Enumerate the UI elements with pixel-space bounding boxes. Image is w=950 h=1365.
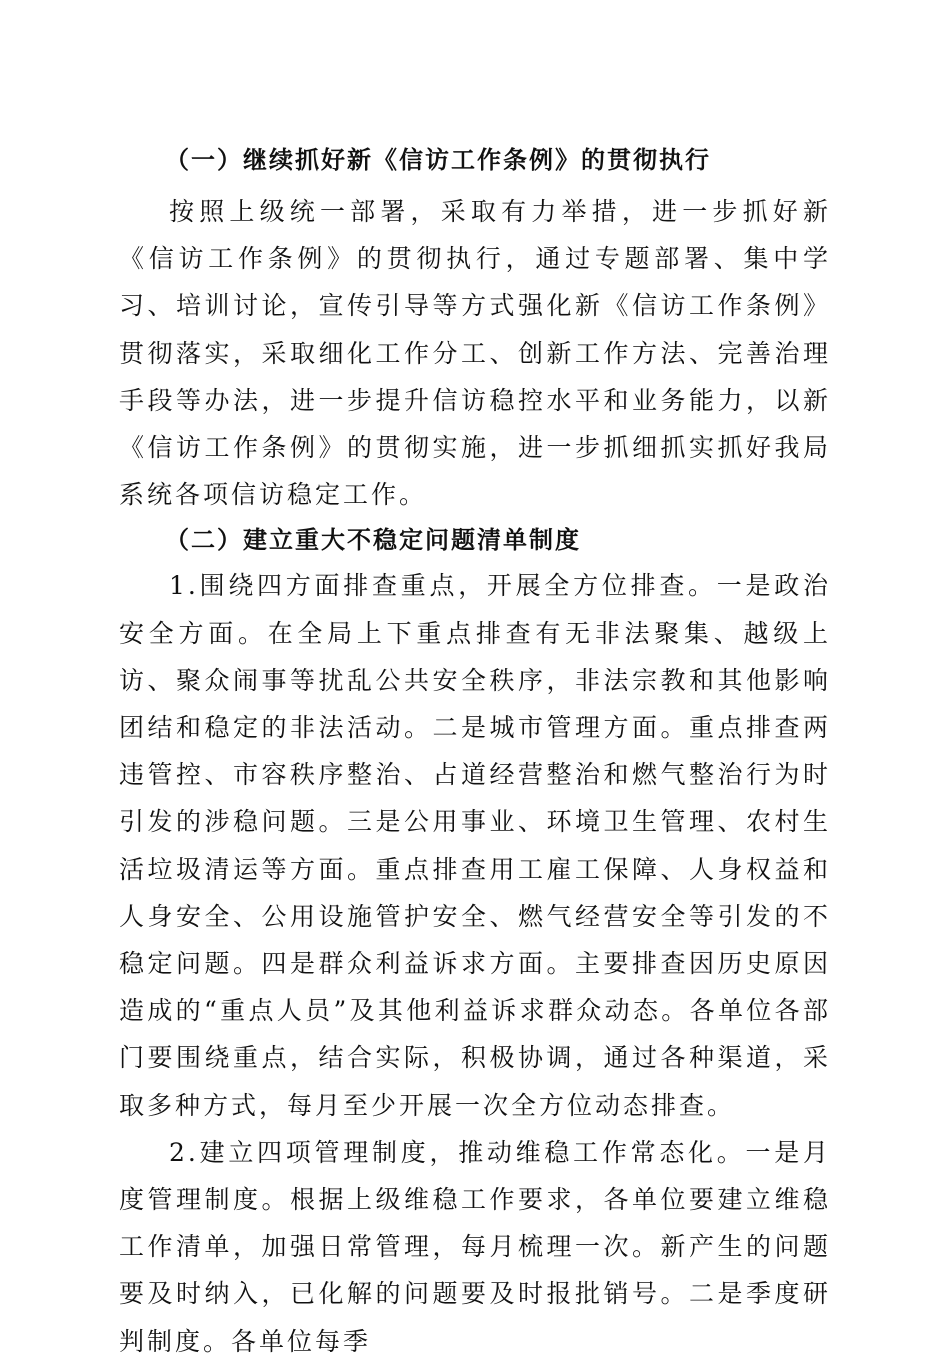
document-body (119, 140, 831, 1365)
paragraph-3: 2.建立四项管理制度，推动维稳工作常态化。一是月度管理制度。根据上级维稳工作要求，各单位要建立维稳工作清单，加强日常管理，每月梳理一次。新产生的问题要及时纳入，已化解的问题要及时报批销号。二是季度研判制度。各单位每季 (119, 1137, 831, 1356)
paragraph-2: 1.围绕四方面排查重点，开展全方位排查。一是政治安全方面。在全局上下重点排查有无非法聚集、越级上访、聚众闹事等扰乱公共安全秩序，非法宗教和其他影响团结和稳定的非法活动。二是城市管理方面。重点排查两违管控、市容秩序整治、占道经营整治和燃气整治行为时引发的涉稳问题。三是公用事业、环境卫生管理、农村生活垃圾清运等方面。重点排查用工雇工保障、人身权益和人身安全、公用设施管护安全、燃气经营安全等引发的不稳定问题。四是群众利益诉求方面。主要排查因历史原因造成的“重点人员”及其他利益诉求群众动态。各单位各部门要围绕重点，结合实际，积极协调，通过各种渠道，采取多种方式，每月至少开展一次全方位动态排查。 (119, 571, 831, 1120)
section-heading-2: （二）建立重大不稳定问题清单制度 (165, 526, 581, 555)
section-heading-1: （一）继续抓好新《信访工作条例》的贯彻执行 (165, 146, 711, 174)
paragraph-1: 按照上级统一部署，采取有力举措，进一步抓好新《信访工作条例》的贯彻执行，通过专题部署、集中学习、培训讨论，宣传引导等方式强化新《信访工作条例》贯彻落实，采取细化工作分工、创新工作方法、完善治理手段等办法，进一步提升信访稳控水平和业务能力，以新《信访工作条例》的贯彻实施，进一步抓细抓实抓好我局系统各项信访稳定工作。 (119, 197, 831, 510)
